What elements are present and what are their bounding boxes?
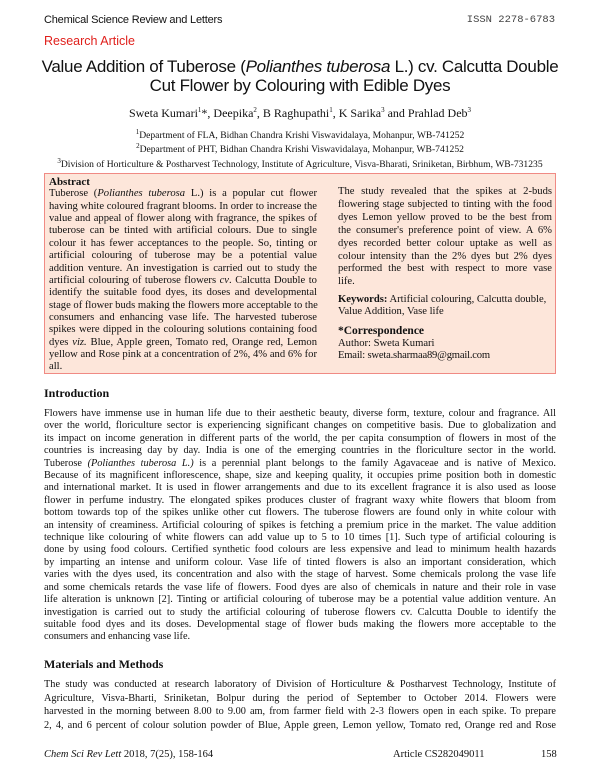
author-separator: , [256, 106, 263, 120]
text-line: The study was conducted at research laboratory of Division of Horticulture & Postharvest Technology, Institute of [44, 679, 556, 690]
italic-text: (Polianthes tuberosa L.) [87, 457, 194, 469]
text-span: is a perennial plant belongs to the family Agavaceae and is native of Mexico. [193, 457, 556, 469]
text-line [44, 458, 556, 470]
journal-name: Chemical Science Review and Letters [44, 14, 223, 26]
text-line: artificial colouring of tuberose may be a potential value [49, 250, 317, 262]
text-line: an intensity of creaminess. Artificial colouring of spikes is fetching a premium price in the market. The value addition [44, 519, 556, 531]
author-separator: , [207, 106, 214, 120]
text-line: the consumer's preference point of view. A 6% [338, 224, 552, 236]
text-line: bottom towards top of the spikes unlike other cut flowers. The tuberose flowers are found only in white colour with [44, 507, 556, 519]
affiliation [0, 127, 600, 141]
italic-text: Polianthes tuberosa [97, 188, 186, 200]
author-affiliation-number: 1 [329, 106, 333, 114]
text-line: life alteration is unknown [2]. Tinting or artificial colouring of tuberose may be a potential value addition venture. An [44, 594, 556, 606]
text-line: countries is increasing day by day. India is one of the emerging countries in the floriculture sector in the world. [44, 445, 556, 457]
abstract-left-column [49, 176, 317, 374]
author-name: K Sarika [338, 106, 382, 120]
text-line: consumers and enhancing vase life. [44, 631, 191, 643]
affiliation-text: Division of Horticulture & Postharvest Technology, Institute of Agriculture, Visva-Bharati, Sriniketan, Birbhum, WB-731235 [60, 158, 543, 170]
text-line: spikes were dipped in the colouring solutions containing food [49, 324, 317, 336]
footer-volume: 2018, 7(25), 158-164 [121, 749, 214, 760]
text-line: by imparting an intense and uniform colour. Vase life of tinted flowers is also an important consideration, which [44, 556, 556, 568]
footer-article-id: Article CS282049011 [393, 749, 485, 760]
author-separator: and [384, 106, 408, 120]
text-line: identify the suitable food dyes, its doses and developmental [49, 287, 317, 299]
text-line: suitable food dyes and its doses. Developmental stage of flower buds making the flowers more acceptable to the [44, 618, 556, 630]
text-line: all. [49, 361, 63, 373]
text-line: addition venture. An investigation is carried out to study the [49, 262, 317, 274]
text-line: performed the best with respect to more vase [338, 263, 552, 275]
text-line: technique like colouring of white flowers can add value up to 5 to 10 times [1]. Such type of artificial colouring is [44, 532, 556, 544]
text-line: dyes recorded better colour uptake as well as [338, 237, 552, 249]
issn: ISSN 2278-6783 [466, 14, 555, 26]
materials-methods-text [44, 678, 556, 733]
affiliation-number: 2 [136, 142, 140, 151]
keywords-label: Keywords: [338, 294, 388, 305]
page-number: 158 [541, 749, 557, 760]
author-list [0, 106, 600, 121]
italic-text: viz. [72, 336, 87, 348]
text-line: dyes Lemon yellow proved to be the best from [338, 211, 552, 223]
text-span: Tuberose ( [49, 188, 98, 200]
text-line: over the world, floriculture sector is experiencing significant changes on competitive basis. Due to globalization and [44, 420, 556, 432]
author-name: Prahlad Deb [407, 106, 468, 120]
text-line: Because of its magnificent inflorescence, shape, size and keeping quality, it occupies prime position both in domestic [44, 470, 556, 482]
title-post: L.) cv. Calcutta Double [390, 57, 559, 76]
keywords [338, 294, 552, 317]
text-line: 2, 4, and 6 percent of colour solution powder of Blue, Apple green, Lemon yellow, Tomato red, Orange red and Rose [44, 720, 556, 732]
text-line: flowering stage subjected to tinting with the food [338, 198, 552, 210]
affiliations [0, 127, 600, 170]
title-italic: Polianthes tuberosa [245, 57, 391, 76]
affiliation-text: Department of FLA, Bidhan Chandra Krishi Viswavidalaya, Mohanpur, WB-741252 [139, 130, 465, 142]
text-span: L.) is a popular cut flower [185, 188, 317, 200]
title-pre: Value Addition of Tuberose ( [41, 57, 246, 76]
correspondence-email[interactable]: Email: sweta.sharmaa89@gmail.com [338, 349, 490, 361]
text-line: colour it has fewer acceptances to the people. So, tinting or [49, 237, 317, 249]
text-line: The study revealed that the spikes at 2-buds [338, 186, 552, 197]
text-line [49, 188, 317, 200]
italic-text: cv [219, 274, 230, 286]
introduction-heading: Introduction [44, 386, 110, 400]
abstract-heading: Abstract [49, 176, 90, 188]
author-name: Sweta Kumari [128, 106, 198, 120]
keywords-text: Artificial colouring, Calcutta double, Value Addition, Vase life [338, 294, 547, 317]
footer-journal-abbrev: Chem Sci Rev Lett [44, 749, 122, 760]
title-line2: Cut Flower by Colouring with Edible Dyes [149, 75, 451, 95]
author-separator: , [332, 106, 339, 120]
author-name: Deepika [213, 106, 254, 120]
affiliation-number: 3 [57, 156, 61, 165]
abstract-right-column [338, 186, 552, 289]
text-span: . Calcutta Double to [229, 274, 317, 286]
author-name: B Raghupathi [262, 106, 330, 120]
text-line: consumers and enhancing vase life. The harvested tuberose [49, 311, 317, 323]
text-line: having white coloured fragrant blooms. In order to increase the [49, 200, 317, 212]
text-line: Agriculture, Visva-Bharti, Sriniketan, Bolpur during the period of September to October 2014. Flowers were [44, 692, 556, 704]
correspondence-author: Author: Sweta Kumari [338, 338, 435, 350]
affiliation [0, 141, 600, 155]
materials-methods-heading: Materials and Methods [44, 657, 164, 671]
text-line [49, 275, 317, 287]
author-affiliation-number: 3 [381, 106, 385, 114]
text-span: artificial colouring of tuberose flowers [49, 274, 220, 286]
text-line: varies with the dyes used, its concentration and also with the stage of harvest. Some chemicals prolong the vase life [44, 569, 556, 581]
text-line: stage of flower buds making the flowers more acceptable to the [49, 299, 318, 311]
text-line: done by using food colours. Certified synthetic food colours are less expensive and lead to minimum health hazards [44, 544, 556, 556]
text-line [49, 337, 317, 349]
affiliation-text: Department of PHT, Bidhan Chandra Krishi Viswavidalaya, Mohanpur, WB-741252 [139, 144, 464, 156]
text-line: colour intensity than the 2% dyes but 2% dyes [338, 250, 552, 262]
author-affiliation-number: 2 [253, 106, 257, 114]
text-line: Flowers have immense use in human life due to their aesthetic beauty, diverse form, texture, colour and fragrance. All [44, 408, 556, 419]
text-line: its impact on income generation in different parts of the world, the per capita consumption of flowers in most of the [44, 432, 556, 444]
text-line: yellow and Rose pink at a concentration of 2%, 4% and 6% for [49, 349, 317, 361]
text-span: dyes [49, 336, 73, 348]
text-line: life. [338, 276, 355, 288]
text-line: investigation is carried out to study the artificial colouring of tuberose flowers cv. Calcutta Double to identify the [44, 606, 556, 618]
article-type: Research Article [44, 34, 136, 48]
footer-citation [44, 749, 213, 760]
introduction-text [44, 408, 556, 644]
affiliation [0, 156, 600, 170]
text-line: tuberose can be tinted with artificial colours. Due to single [49, 225, 317, 237]
corresponding-mark: * [201, 106, 208, 120]
text-span: Tuberose [44, 457, 88, 469]
author-affiliation-number: 3 [467, 106, 472, 114]
affiliation-number: 1 [135, 128, 140, 136]
text-line: value and appeal of flower along with fragrance, the spikes of [49, 213, 317, 225]
text-span: Blue, Apple green, Tomato red, Orange red, Lemon [86, 336, 317, 348]
correspondence [338, 326, 552, 361]
abstract-box [44, 173, 556, 374]
correspondence-heading: *Correspondence [338, 325, 425, 337]
text-line: and international market. It is used in flower arrangements and due to its excellent fragrance it is also used as loose [44, 482, 556, 494]
text-line: harvested in the morning between 8.00 to 9.00 am, from farmer field with 2-3 flowers open in each spike. To prepare [44, 706, 556, 718]
paper-title [30, 58, 570, 95]
author-affiliation-number: 1 [197, 106, 202, 114]
abstract-text [49, 188, 317, 373]
text-line: flower in perfume industry. The elongated spikes produces cluster of fragrant waxy white flowers that bloom from [44, 494, 556, 506]
text-line: and some chemicals retards the vase life of flowers. Food dyes are also of chemicals in nature and their role in vase [44, 581, 556, 593]
